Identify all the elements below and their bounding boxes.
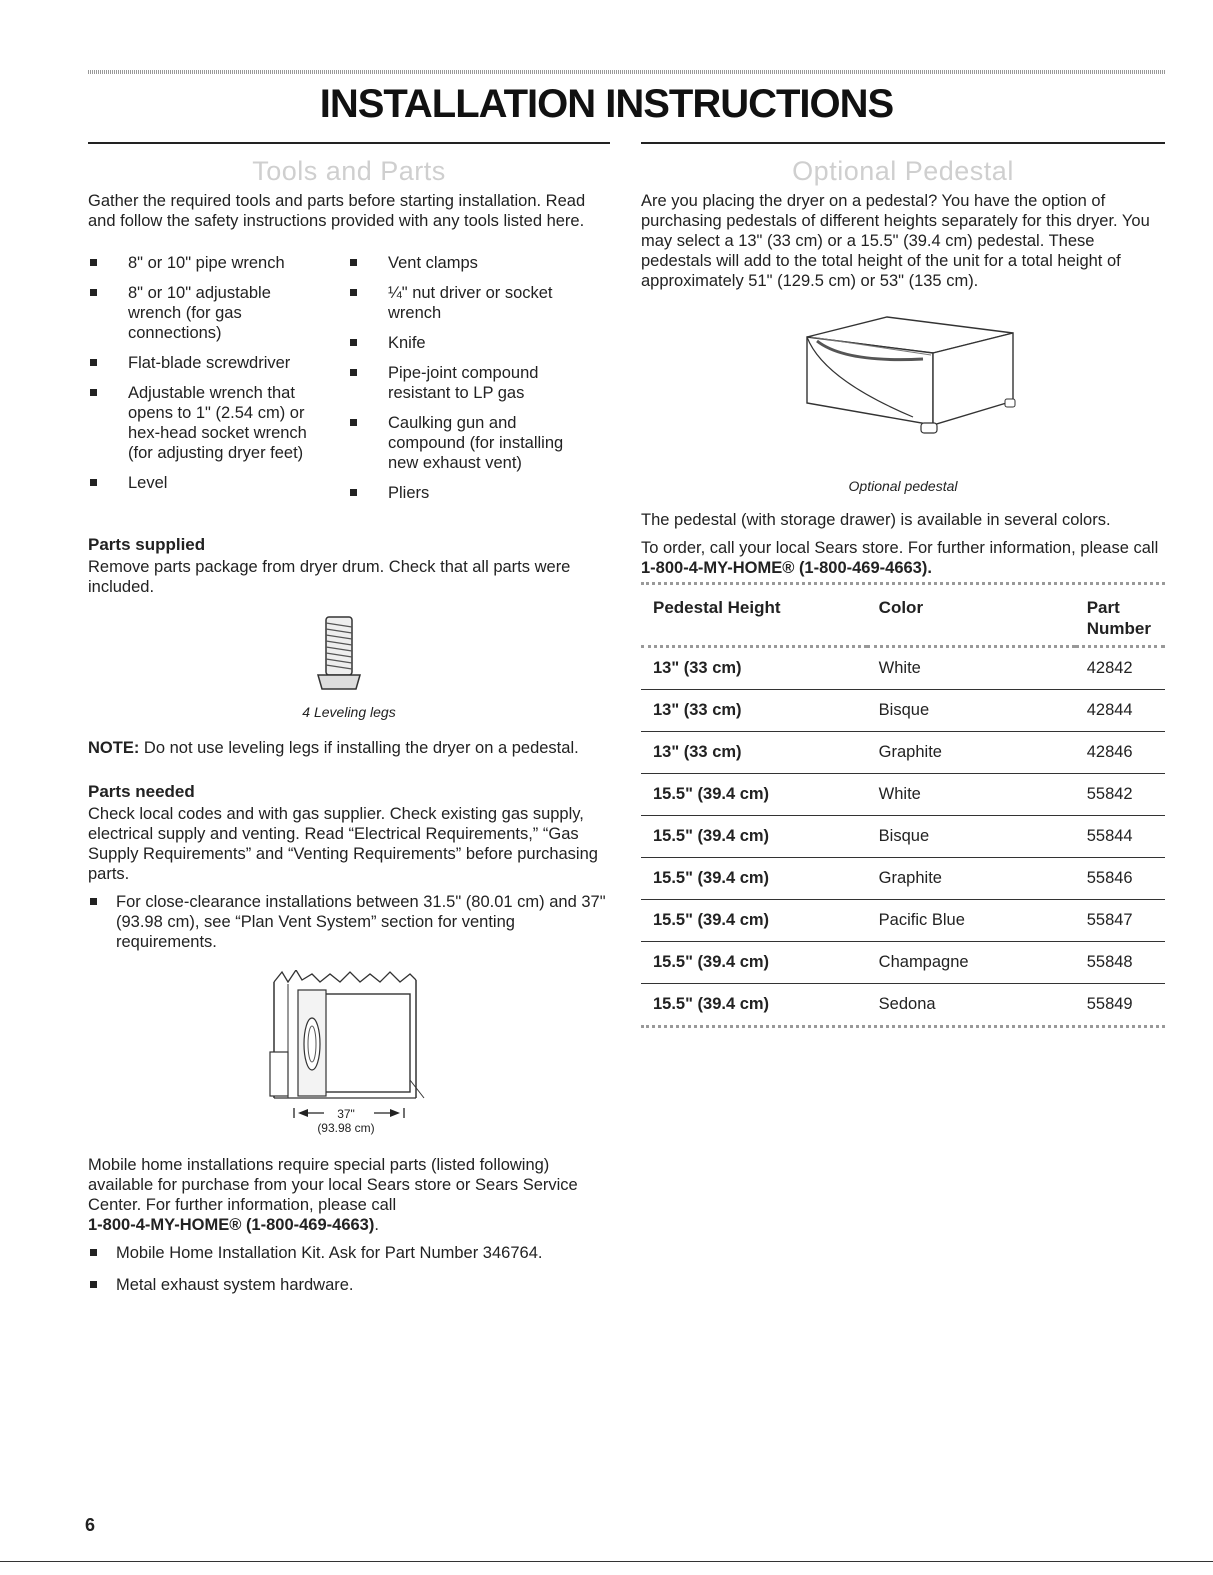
table-row [641, 816, 1165, 858]
parts-needed-heading: Parts needed [88, 782, 195, 801]
cell-part: 55846 [1075, 858, 1165, 900]
section-rule [641, 142, 1165, 144]
cell-color: Pacific Blue [867, 900, 1075, 942]
clearance-list [88, 892, 610, 952]
table-header-row [641, 591, 1165, 647]
cell-color: White [867, 774, 1075, 816]
list-item: Pipe-joint compound resistant to LP gas [348, 363, 578, 403]
leveling-legs-caption: 4 Leveling legs [302, 704, 396, 720]
pedestal-caption: Optional pedestal [848, 478, 958, 494]
cell-part: 55849 [1086, 995, 1133, 1013]
dimension-label: 37" [337, 1107, 355, 1121]
pedestal-intro: Are you placing the dryer on a pedestal? You have the option of purchasing pedestals of different heights separately for this dryer. You may select a 13" (33 cm) or a 15.5" (39.4 cm) pedestal. These pedestals will add to the total height of the unit for a total height of approximately 51" (129.5 cm) or 53" (135 cm). [641, 192, 1150, 290]
colors-text: The pedestal (with storage drawer) is available in several colors. [641, 511, 1111, 529]
cell-height: 15.5" (39.4 cm) [641, 942, 867, 984]
cell-part: 55848 [1075, 942, 1165, 984]
header-color: Color [867, 591, 1075, 647]
tools-list-right [348, 253, 610, 513]
tools-list-left [88, 253, 348, 513]
parts-supplied-heading: Parts supplied [88, 535, 206, 554]
list-item: Vent clamps [348, 253, 610, 273]
mobile-home-desc: Mobile home installations require special parts (listed following) available for purchase from your local Sears store or Sears Service Center. For further information, please call [88, 1156, 578, 1214]
tools-list [88, 253, 610, 513]
cell-color: Sedona [878, 995, 936, 1013]
list-item: For close-clearance installations between 31.5" (80.01 cm) and 37" (93.98 cm), see “Plan Vent System” section for venting requirements. [88, 892, 610, 952]
bottom-rule [0, 1561, 1213, 1562]
section-title-optional-pedestal: Optional Pedestal [792, 156, 1014, 186]
parts-needed-text: Check local codes and with gas supplier. Check existing gas supply, electrical supply and venting. Read “Electrical Requirements,” “Gas Supply Requirements” and “Venting Requirements” before purchasing parts. [88, 805, 598, 883]
leveling-leg-icon [314, 613, 364, 695]
tools-and-parts-column [88, 142, 610, 1307]
cell-height: 15.5" (39.4 cm) [641, 774, 867, 816]
tools-intro: Gather the required tools and parts before starting installation. Read and follow the safety instructions provided with any tools listed here. [88, 192, 586, 230]
order-desc: To order, call your local Sears store. For further information, please call [641, 539, 1159, 557]
list-item: 8" or 10" pipe wrench [88, 253, 348, 273]
note-paragraph [88, 738, 610, 758]
leveling-legs-figure [88, 613, 610, 720]
table-row [641, 942, 1165, 984]
cell-height: 13" (33 cm) [641, 690, 867, 732]
cell-part: 55842 [1075, 774, 1165, 816]
list-item: Mobile Home Installation Kit. Ask for Part Number 346764. [88, 1243, 610, 1263]
order-text [641, 538, 1165, 578]
page-title: INSTALLATION INSTRUCTIONS [319, 82, 894, 126]
optional-pedestal-column [641, 142, 1165, 1028]
dryer-closet-illustration [264, 970, 434, 1120]
list-item: 8" or 10" adjustable wrench (for gas connections) [88, 283, 298, 343]
table-row [641, 690, 1165, 732]
pedestal-table [641, 591, 1165, 1025]
cell-part: 42844 [1075, 690, 1165, 732]
section-title-tools-and-parts: Tools and Parts [252, 156, 446, 186]
cell-color: Bisque [867, 690, 1075, 732]
cell-height: 15.5" (39.4 cm) [641, 858, 867, 900]
table-bottom-rule [641, 1025, 1165, 1028]
cell-height: 15.5" (39.4 cm) [641, 816, 867, 858]
mobile-home-phone-end: . [374, 1216, 379, 1234]
cell-color: Bisque [867, 816, 1075, 858]
cell-part: 42842 [1075, 647, 1165, 690]
list-item: Level [88, 473, 348, 493]
mobile-home-list [88, 1243, 610, 1295]
order-phone: 1-800-4-MY-HOME® (1-800-469-4663). [641, 559, 932, 577]
mobile-home-phone: 1-800-4-MY-HOME® (1-800-469-4663) [88, 1216, 375, 1234]
cell-part: 55844 [1075, 816, 1165, 858]
cell-part: 55847 [1075, 900, 1165, 942]
page-number: 6 [85, 1515, 96, 1535]
list-item: Knife [348, 333, 610, 353]
parts-supplied-text: Remove parts package from dryer drum. Check that all parts were included. [88, 558, 571, 596]
cell-height: 13" (33 cm) [641, 732, 867, 774]
list-item: Caulking gun and compound (for installing new exhaust vent) [348, 413, 598, 473]
note-text: Do not use leveling legs if installing the dryer on a pedestal. [139, 739, 579, 757]
table-row [641, 858, 1165, 900]
section-rule [88, 142, 610, 144]
cell-height: 15.5" (39.4 cm) [653, 995, 770, 1013]
cell-part: 42846 [1075, 732, 1165, 774]
cell-color: Graphite [867, 732, 1075, 774]
top-dotted-rule [88, 70, 1165, 74]
list-item: Flat-blade screwdriver [88, 353, 348, 373]
cell-color: Champagne [867, 942, 1075, 984]
table-row [641, 647, 1165, 690]
pedestal-figure [641, 309, 1165, 494]
cell-height: 13" (33 cm) [641, 647, 867, 690]
table-row [641, 732, 1165, 774]
close-clearance-figure [88, 970, 610, 1135]
list-item: Pliers [348, 483, 610, 503]
table-row [641, 900, 1165, 942]
list-item: Adjustable wrench that opens to 1" (2.54 cm) or hex-head socket wrench (for adjusting dryer feet) [88, 383, 333, 463]
pedestal-illustration [783, 309, 1023, 469]
header-height: Pedestal Height [641, 591, 867, 647]
header-part-number: Part Number [1075, 591, 1165, 647]
cell-height: 15.5" (39.4 cm) [641, 900, 867, 942]
list-item: Metal exhaust system hardware. [88, 1275, 610, 1295]
table-top-rule [641, 582, 1165, 585]
cell-color: Graphite [867, 858, 1075, 900]
note-label: NOTE: [88, 739, 140, 757]
table-row [641, 774, 1165, 816]
mobile-home-text [88, 1155, 610, 1235]
dimension-label-metric: (93.98 cm) [317, 1121, 375, 1135]
list-item: ¼" nut driver or socket wrench [348, 283, 588, 323]
table-row [641, 984, 1165, 1026]
cell-color: White [867, 647, 1075, 690]
